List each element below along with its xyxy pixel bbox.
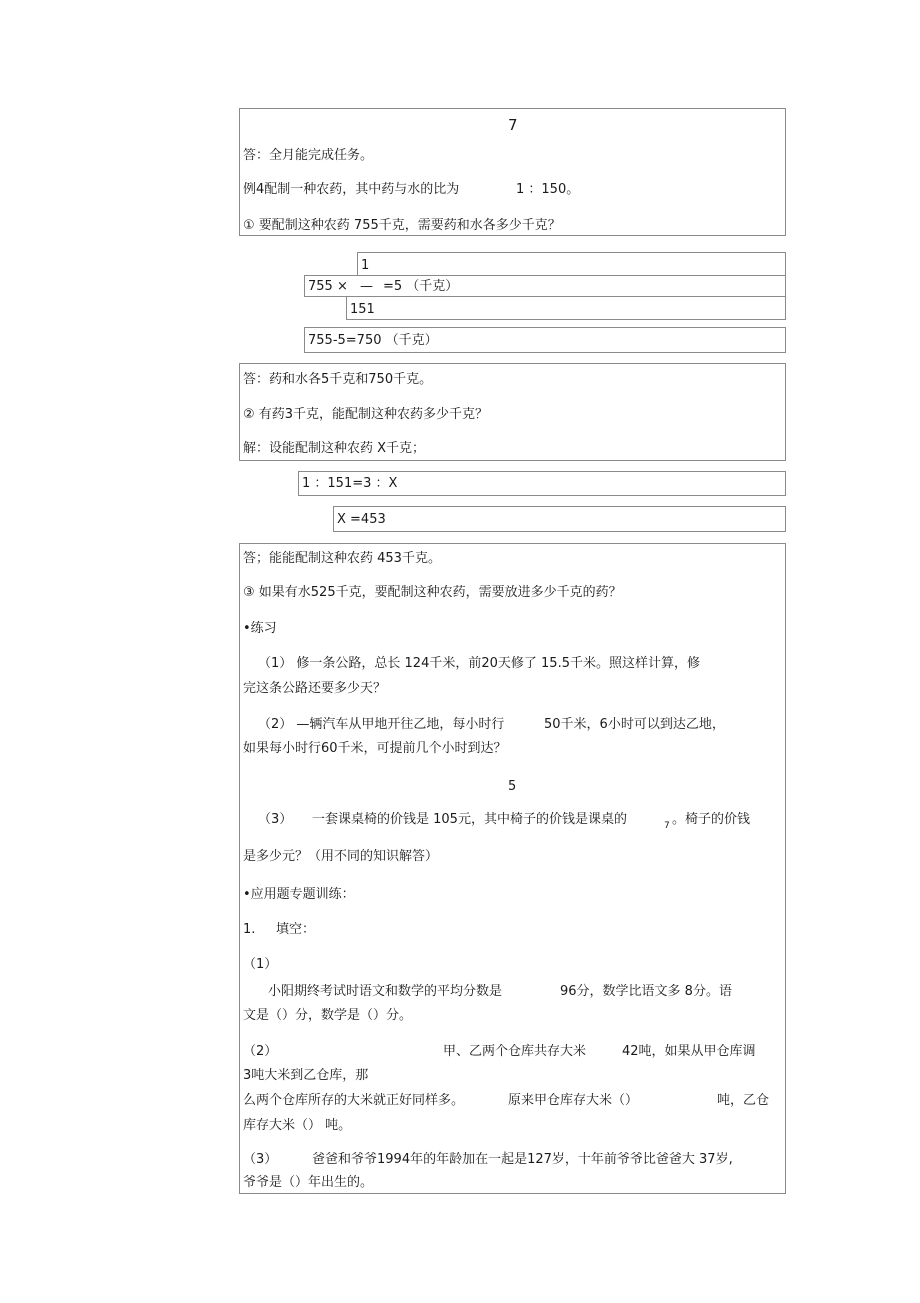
proportion-equation: 1 ：151=3 ：X <box>302 476 398 491</box>
practice-3-denominator: 7 <box>664 821 670 831</box>
proportion-box <box>298 471 786 496</box>
practice-2-line-1a: （2） —辆汽车从甲地开往乙地，每小时行 <box>258 717 505 732</box>
result-box <box>333 506 786 532</box>
fraction-denominator: 151 <box>350 302 375 317</box>
practice-title: •练习 <box>243 621 277 636</box>
fraction-denominator-box <box>346 296 786 320</box>
answer-2: 答；能能配制这种农药 453千克。 <box>243 551 441 566</box>
fill-1-label: （1） <box>243 957 278 972</box>
practice-3-label: （3） <box>258 812 293 827</box>
fill-2-line-3b: 原来甲仓库存大米（） <box>508 1093 639 1108</box>
question-3: ③ 如果有水525千克，要配制这种农药，需要放进多少千克的药？ <box>243 585 622 600</box>
calc-line-box <box>304 275 786 297</box>
solution-setup: 解：设能配制这种农药 X千克； <box>243 441 426 456</box>
fill-title: 填空： <box>276 922 316 937</box>
fill-2-line-3a: 么两个仓库所存的大米就正好同样多。 <box>243 1093 465 1108</box>
content-box-3 <box>239 543 786 1194</box>
fraction-numerator: 1 <box>361 258 370 273</box>
practice-1-line-2: 完这条公路还要多少天？ <box>243 681 387 696</box>
fill-1-line-1b: 96分，数学比语文多 8分。语 <box>560 984 732 999</box>
fill-2-line-4: 库存大米（） 吨。 <box>243 1118 352 1133</box>
calc-line-2: 755-5=750 （千克） <box>308 333 438 348</box>
page-number: 7 <box>508 116 518 134</box>
fill-2-line-1b: 42吨，如果从甲仓库调 <box>622 1044 756 1059</box>
question-2: ② 有药3千克，能配制这种农药多少千克？ <box>243 407 489 422</box>
fill-2-label: （2） <box>243 1044 278 1059</box>
fill-2-line-1a: 甲、乙两个仓库共存大米 <box>443 1044 587 1059</box>
fill-2-line-3c: 吨，乙仓 <box>717 1093 770 1108</box>
fill-3-label: （3） <box>243 1152 278 1167</box>
fill-1-line-1a: 小阳期终考试时语文和数学的平均分数是 <box>268 984 503 999</box>
fraction-bar: — <box>360 279 373 294</box>
example-4-text: 例4配制一种农药，其中药与水的比为 <box>243 182 460 197</box>
fill-1-line-2: 文是（）分，数学是（）分。 <box>243 1008 413 1023</box>
practice-3-text-a: 一套课桌椅的价钱是 105元，其中椅子的价钱是课桌的 <box>312 812 627 827</box>
answer-month: 答：全月能完成任务。 <box>243 148 374 163</box>
example-4-ratio: 1 ：150。 <box>516 182 580 197</box>
fraction-numerator-box <box>357 252 786 276</box>
topic-title: •应用题专题训练： <box>243 887 355 902</box>
practice-3-text-b: 。椅子的价钱 <box>672 812 751 827</box>
calc-result: =5 （千克） <box>383 279 459 294</box>
practice-2-line-2: 如果每小时行60千米，可提前几个小时到达？ <box>243 741 507 756</box>
fill-3-line-1: 爸爸和爷爷1994年的年龄加在一起是127岁，十年前爷爷比爸爸大 37岁, <box>312 1152 733 1167</box>
content-box-1 <box>239 108 786 236</box>
practice-2-line-1b: 50千米，6小时可以到达乙地， <box>544 717 725 732</box>
calc-line2-box <box>304 327 786 353</box>
proportion-result: X =453 <box>337 512 386 527</box>
practice-3-line-2: 是多少元？（用不同的知识解答） <box>243 849 439 864</box>
fill-3-line-2: 爷爷是（）年出生的。 <box>243 1175 374 1190</box>
fill-2-line-2: 3吨大米到乙仓库，那 <box>243 1068 369 1083</box>
answer-1: 答：药和水各5千克和750千克。 <box>243 372 433 387</box>
calc-multiplicand: 755 × <box>308 279 348 294</box>
content-box-2 <box>239 363 786 461</box>
fill-title-number: 1. <box>243 922 256 937</box>
practice-1-line-1: （1） 修一条公路，总长 124千米，前20天修了 15.5千米。照这样计算，修 <box>258 656 700 671</box>
question-1: ① 要配制这种农药 755千克，需要药和水各多少千克？ <box>243 218 561 233</box>
practice-3-numerator: 5 <box>508 779 517 794</box>
